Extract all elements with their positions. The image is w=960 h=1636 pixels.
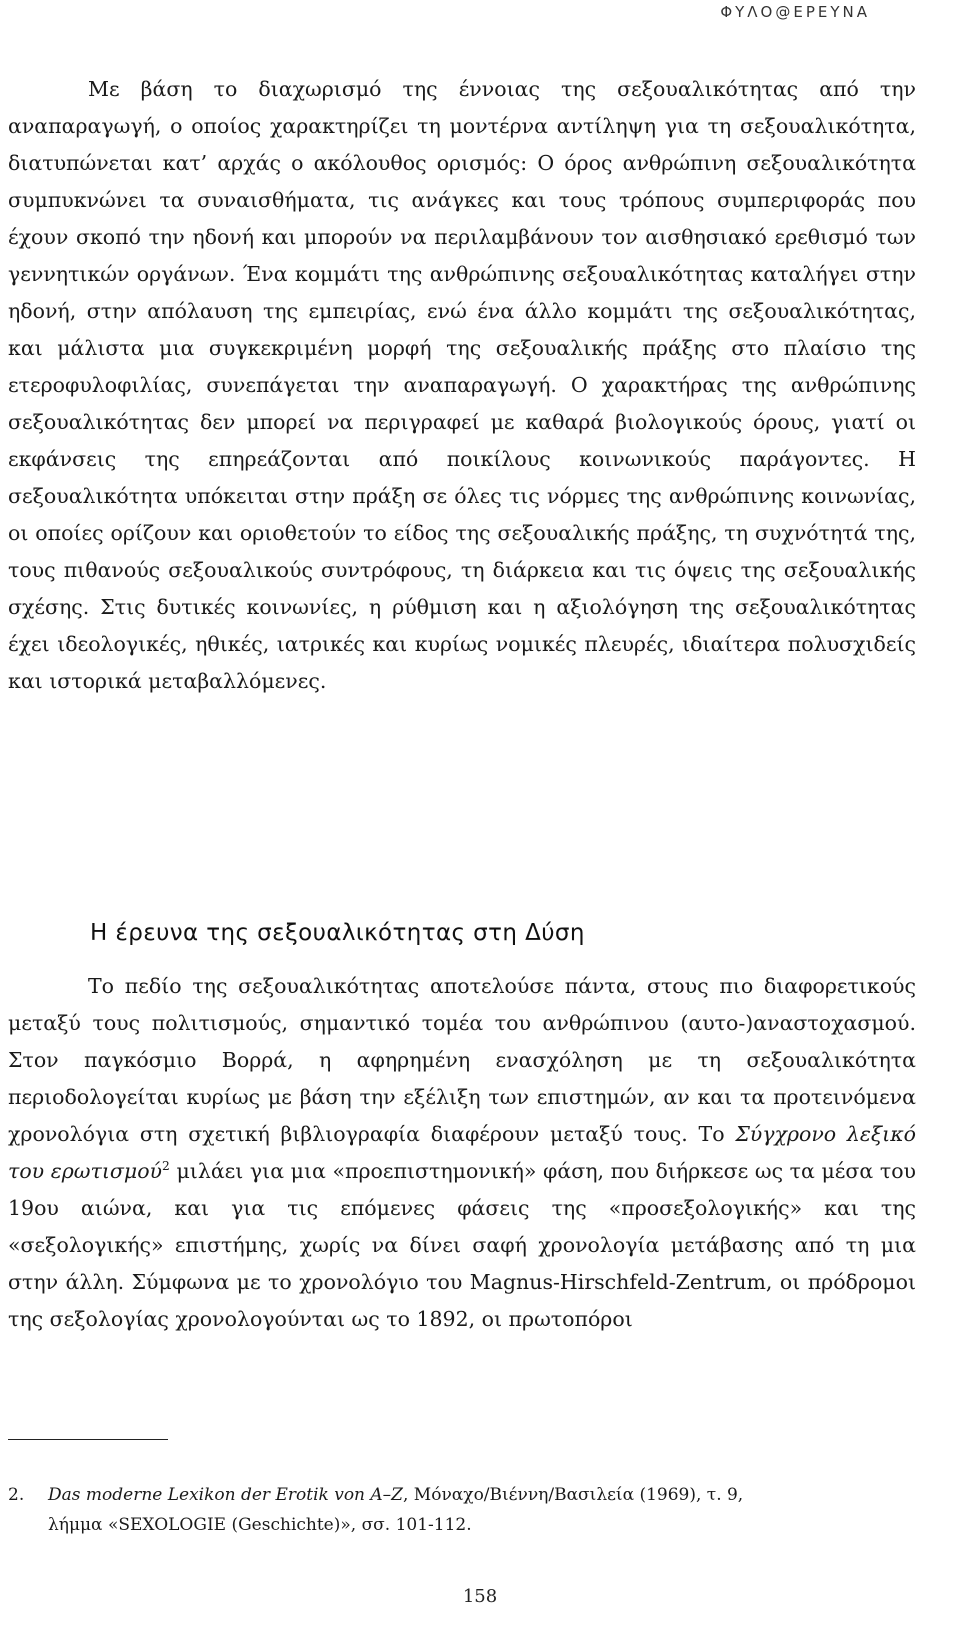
footnote-title: Das moderne Lexikon der Erotik von A–Z (48, 1485, 403, 1505)
footnote-reference[interactable]: 2 (162, 1159, 170, 1174)
footnote (8, 1480, 916, 1540)
section-heading: Η έρευνα της σεξουαλικότητας στη Δύση (90, 920, 585, 946)
lexicon-title: Σύγχρονο λεξικό του ερωτισμού (8, 1122, 917, 1183)
running-header: ΦΥΛΟ@ΕΡΕΥΝΑ (720, 3, 870, 21)
footnote-line-1 (8, 1480, 916, 1510)
paragraph-research (8, 968, 916, 1338)
footnote-line-2: λήμμα «SEXOLOGIE (Geschichte)», σσ. 101-112. (48, 1515, 472, 1535)
page-number: 158 (462, 1586, 498, 1607)
footnote-divider (8, 1439, 168, 1440)
paragraph-research-part2: μιλάει για μια «προεπιστημονική» φάση, που διήρκεσε ως τα μέσα του 19ου αιώνα, και για τις επόμενες φάσεις της «προσεξολογικής» και της «σεξολογικής» επιστήμης, χωρίς να δίνει σαφή χρονολογία μετάβασης από τη μια στην άλλη. Σύμφωνα με το χρονολόγιο του Magnus-Hirschfeld-Zentrum, οι πρόδρομοι της σεξολογίας χρονολογούνται ως το 1892, οι πρωτοπόροι (8, 1159, 917, 1331)
paragraph-research-part1: Το πεδίο της σεξουαλικότητας αποτελούσε πάντα, στους πιο διαφορετικούς μεταξύ τους πολιτισμούς, σημαντικό τομέα του ανθρώπινου (αυτο-)αναστοχασμού. Στον παγκόσμιο Βορρά, η αφηρημένη ενασχόληση με τη σεξουαλικότητα περιοδολογείται κυρίως με βάση την εξέλιξη των επιστημών, αν και τα προτεινόμενα χρονολόγια στη σχετική βιβλιογραφία διαφέρουν μεταξύ τους. Το (8, 974, 916, 1146)
footnote-number: 2. (8, 1485, 25, 1505)
footnote-details: , Μόναχο/Βιέννη/Βασιλεία (1969), τ. 9, (403, 1485, 744, 1505)
paragraph-definition: Με βάση το διαχωρισμό της έννοιας της σεξουαλικότητας από την αναπαραγωγή, ο οποίος χαρακτηρίζει τη μοντέρνα αντίληψη για τη σεξουαλικότητα, διατυπώνεται κατ’ αρχάς ο ακόλουθος ορισμός: Ο όρος ανθρώπινη σεξουαλικότητα συμπυκνώνει τα συναισθήματα, τις ανάγκες και τους τρόπους συμπεριφοράς που έχουν σκοπό την ηδονή και μπορούν να περιλαμβάνουν τον αισθησιακό ερεθισμό των γεννητικών οργάνων. Ένα κομμάτι της ανθρώπινης σεξουαλικότητας καταλήγει στην ηδονή, στην απόλαυση της εμπειρίας, ενώ ένα άλλο κομμάτι της σεξουαλικότητας, και μάλιστα μια συγκεκριμένη μορφή της σεξουαλικής πράξης στο πλαίσιο της ετεροφυλοφιλίας, συνεπάγεται την αναπαραγωγή. Ο χαρακτήρας της ανθρώπινης σεξουαλικότητας δεν μπορεί να περιγραφεί με καθαρά βιολογικούς όρους, γιατί οι εκφάνσεις της επηρεάζονται από ποικίλους κοινωνικούς παράγοντες. Η σεξουαλικότητα υπόκειται στην πράξη σε όλες τις νόρμες της ανθρώπινης κοινωνίας, οι οποίες ορίζουν και οριοθετούν το είδος της σεξουαλικής πράξης, τη συχνότητά της, τους πιθανούς σεξουαλικούς συντρόφους, τη διάρκεια και τις όψεις της σεξουαλικής σχέσης. Στις δυτικές κοινωνίες, η ρύθμιση και η αξιολόγηση της σεξουαλικότητας έχει ιδεολογικές, ηθικές, ιατρικές και κυρίως νομικές πλευρές, ιδιαίτερα πολυσχιδείς και ιστορικά μεταβαλλόμενες. (8, 77, 916, 693)
